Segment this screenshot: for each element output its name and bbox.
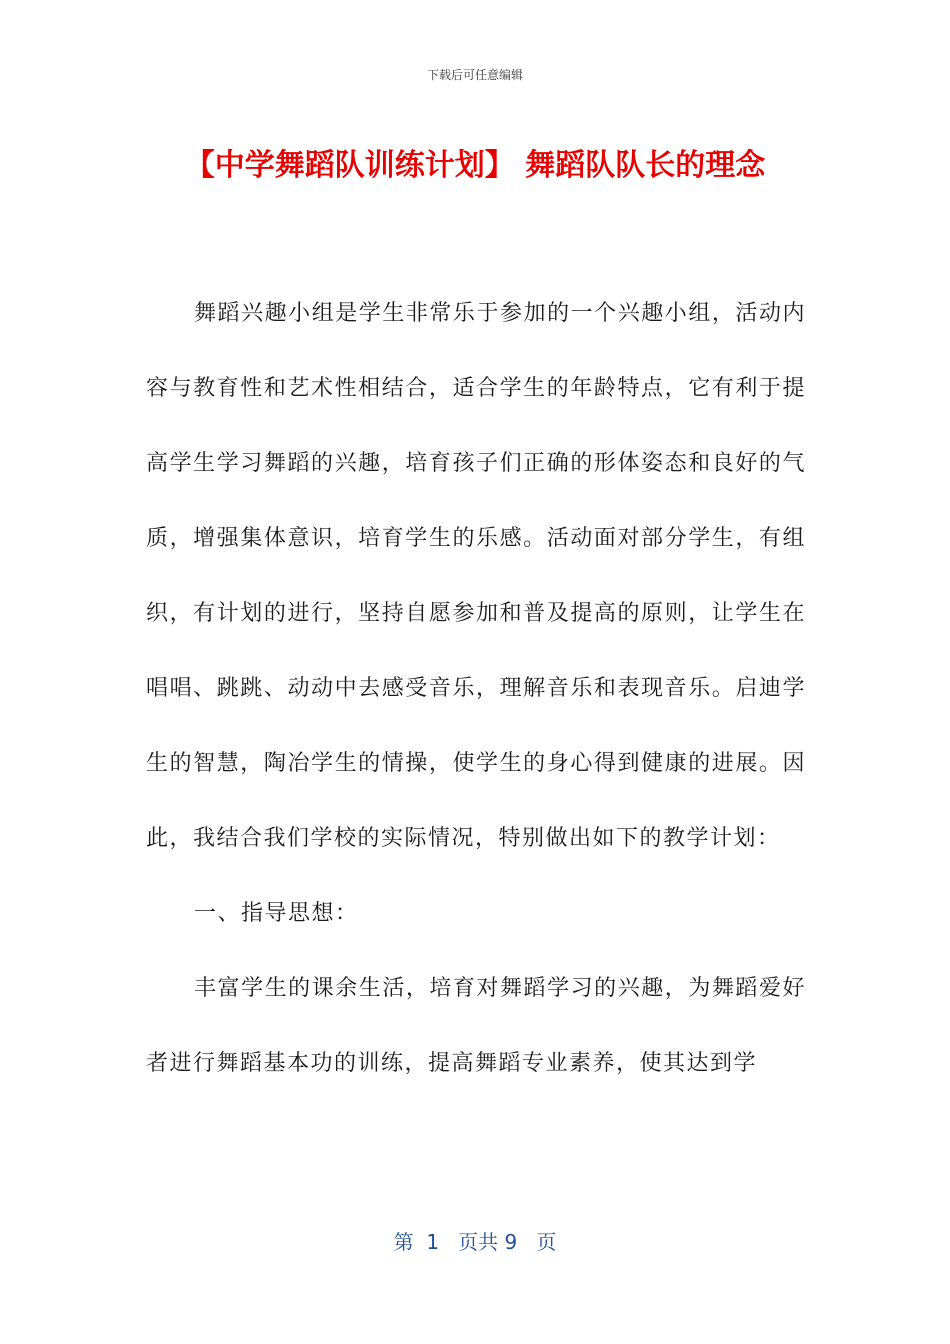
paragraph-intro: 舞蹈兴趣小组是学生非常乐于参加的一个兴趣小组，活动内容与教育性和艺术性相结合，适合学生的年龄特点，它有利于提高学生学习舞蹈的兴趣，培育孩子们正确的形体姿态和良好的气质，增强集体意识，培育学生的乐感。活动面对部分学生，有组织，有计划的进行，坚持自愿参加和普及提高的原则，让学生在唱唱、跳跳、动动中去感受音乐，理解音乐和表现音乐。启迪学生的智慧，陶冶学生的情操，使学生的身心得到健康的进展。因此，我结合我们学校的实际情况，特别做出如下的教学计划： bbox=[146, 301, 806, 851]
paragraph-guiding-ideology: 丰富学生的课余生活，培育对舞蹈学习的兴趣，为舞蹈爱好者进行舞蹈基本功的训练，提高舞蹈专业素养，使其达到学 bbox=[146, 976, 806, 1076]
section-heading-guiding-ideology: 一、指导思想： bbox=[194, 901, 359, 926]
document-title: 【中学舞蹈队训练计划】 舞蹈队队长的理念 bbox=[184, 148, 766, 183]
page-number-footer: 第 1 页共 9 页 bbox=[393, 1230, 557, 1254]
document-body bbox=[146, 276, 806, 1101]
header-note: 下载后可任意编辑 bbox=[426, 68, 523, 82]
